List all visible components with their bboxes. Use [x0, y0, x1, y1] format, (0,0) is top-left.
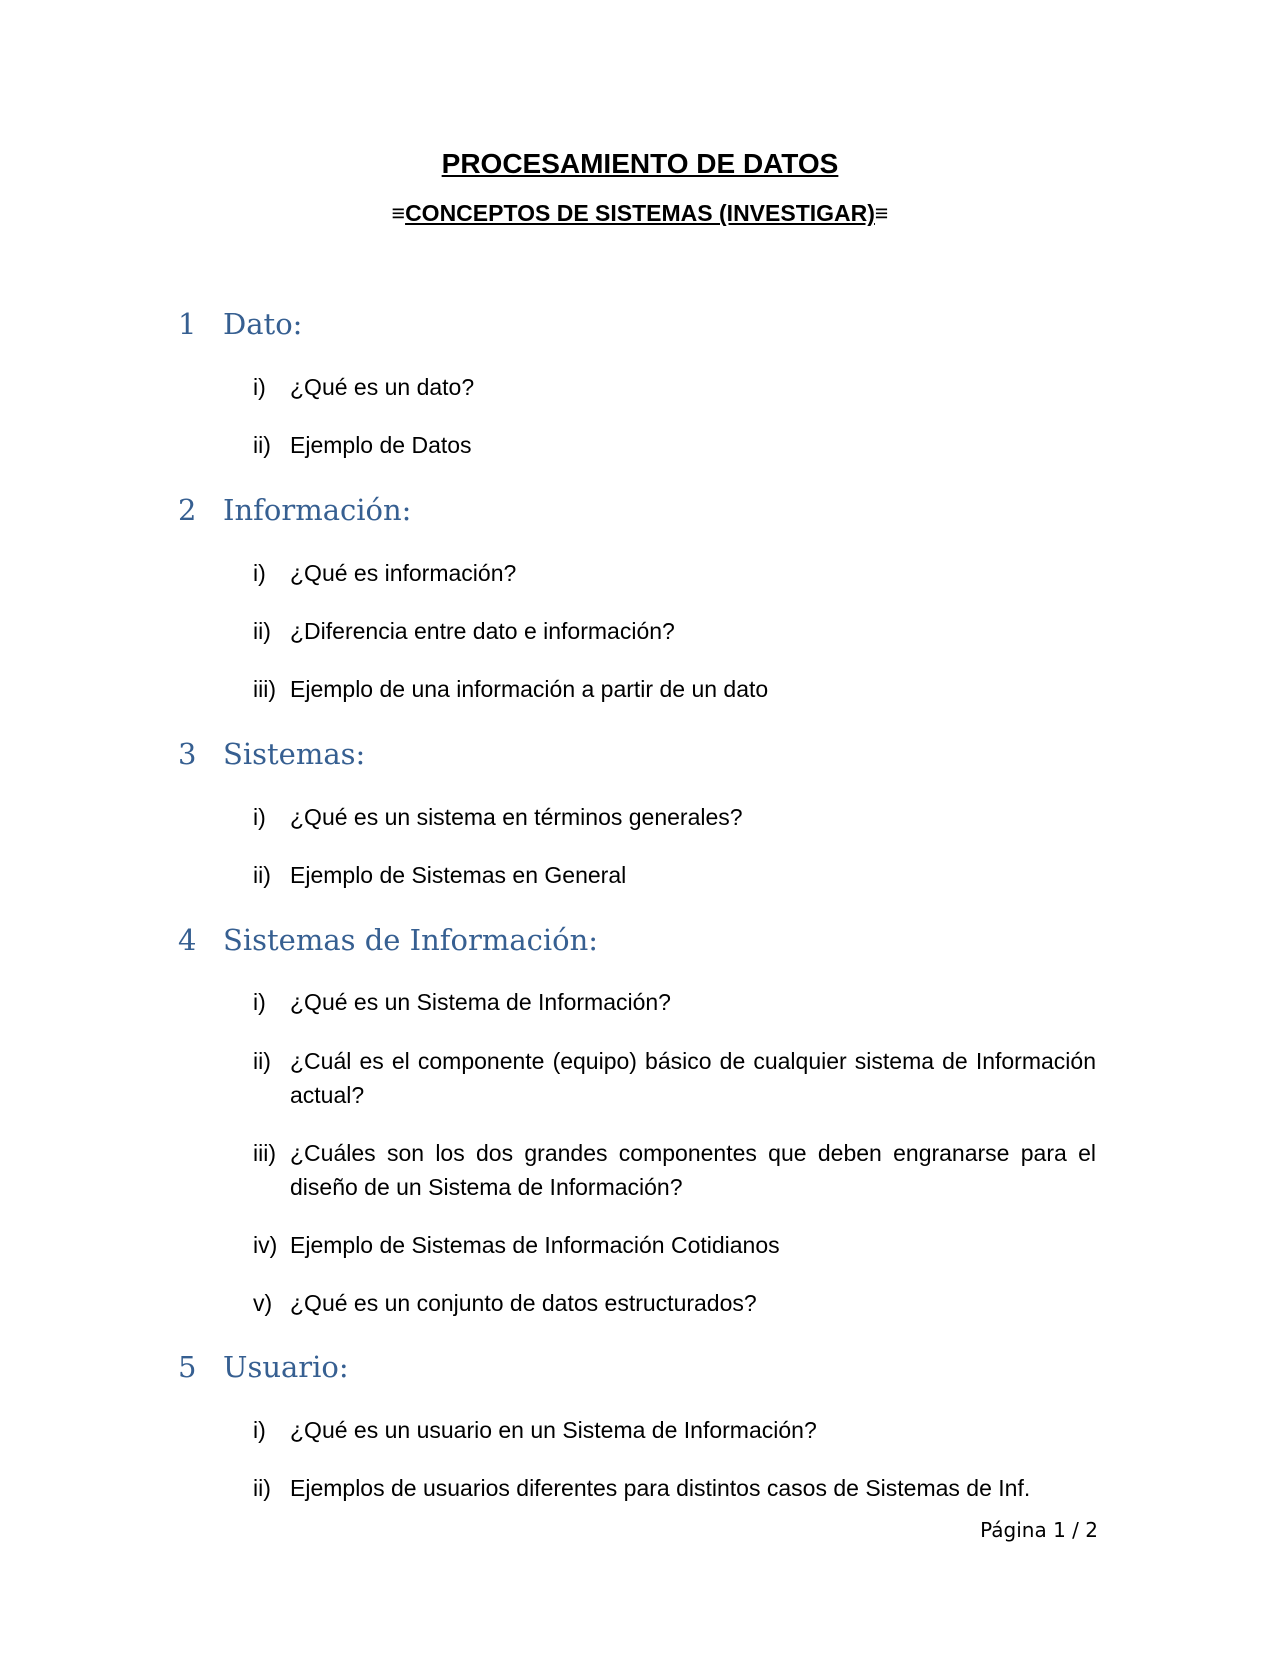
section-label: Sistemas:: [223, 737, 366, 771]
section-label: Información:: [223, 493, 412, 527]
section-heading-sistemas-de-informacion: [0, 920, 1280, 960]
list-item-text: ¿Qué es un conjunto de datos estructurados?: [290, 1290, 757, 1316]
list-item-text: Ejemplos de usuarios diferentes para distintos casos de Sistemas de Inf.: [290, 1475, 1031, 1501]
list-item-text: Ejemplo de una información a partir de un dato: [290, 676, 769, 702]
section-heading-informacion: [0, 490, 1280, 530]
list-item-text: ¿Qué es un usuario en un Sistema de Información?: [290, 1417, 817, 1443]
list-marker: iii): [253, 1140, 276, 1166]
section-label: Sistemas de Información:: [223, 923, 599, 957]
list-marker: i): [253, 1417, 266, 1443]
list-marker: i): [253, 989, 266, 1015]
list-marker: iv): [253, 1232, 278, 1258]
document-subtitle: [0, 199, 1280, 227]
subtitle-text: CONCEPTOS DE SISTEMAS (INVESTIGAR): [405, 200, 875, 226]
list-item-text: Ejemplo de Sistemas en General: [290, 862, 627, 888]
list-item-text: ¿Cuáles son los dos grandes componentes que deben engranarse para el diseño de un Sistema de Información?: [290, 1140, 1096, 1200]
list-marker: ii): [253, 618, 271, 644]
list-item-text: ¿Qué es un Sistema de Información?: [290, 989, 671, 1015]
list-marker: ii): [253, 1048, 271, 1074]
section-number: 2: [178, 493, 197, 527]
section-heading-dato: [0, 304, 1280, 344]
list-item-text: ¿Qué es información?: [290, 560, 517, 586]
list-marker: i): [253, 560, 266, 586]
page-number: Página 1 / 2: [980, 1518, 1098, 1542]
section-number: 5: [178, 1350, 197, 1384]
list-item-text: Ejemplo de Datos: [290, 432, 472, 458]
triple-bar-icon: ≡: [391, 200, 406, 226]
document-title: PROCESAMIENTO DE DATOS: [441, 148, 839, 179]
section-number: 4: [178, 923, 197, 957]
section-heading-usuario: [0, 1347, 1280, 1387]
section-label: Usuario:: [223, 1350, 349, 1384]
section-heading-sistemas: [0, 734, 1280, 774]
list-marker: i): [253, 804, 266, 830]
list-marker: iii): [253, 676, 276, 702]
list-item-text: Ejemplo de Sistemas de Información Cotidianos: [290, 1232, 780, 1258]
section-number: 1: [178, 307, 197, 341]
list-item-text: ¿Cuál es el componente (equipo) básico de cualquier sistema de Información actual?: [290, 1048, 1096, 1108]
list-item-text: ¿Diferencia entre dato e información?: [290, 618, 675, 644]
list-item-text: ¿Qué es un dato?: [290, 374, 475, 400]
section-label: Dato:: [223, 307, 303, 341]
section-number: 3: [178, 737, 197, 771]
list-item-text: ¿Qué es un sistema en términos generales?: [290, 804, 743, 830]
triple-bar-icon: ≡: [874, 200, 889, 226]
list-marker: ii): [253, 862, 271, 888]
list-marker: v): [253, 1290, 273, 1316]
list-marker: i): [253, 374, 266, 400]
list-marker: ii): [253, 432, 271, 458]
list-marker: ii): [253, 1475, 271, 1501]
